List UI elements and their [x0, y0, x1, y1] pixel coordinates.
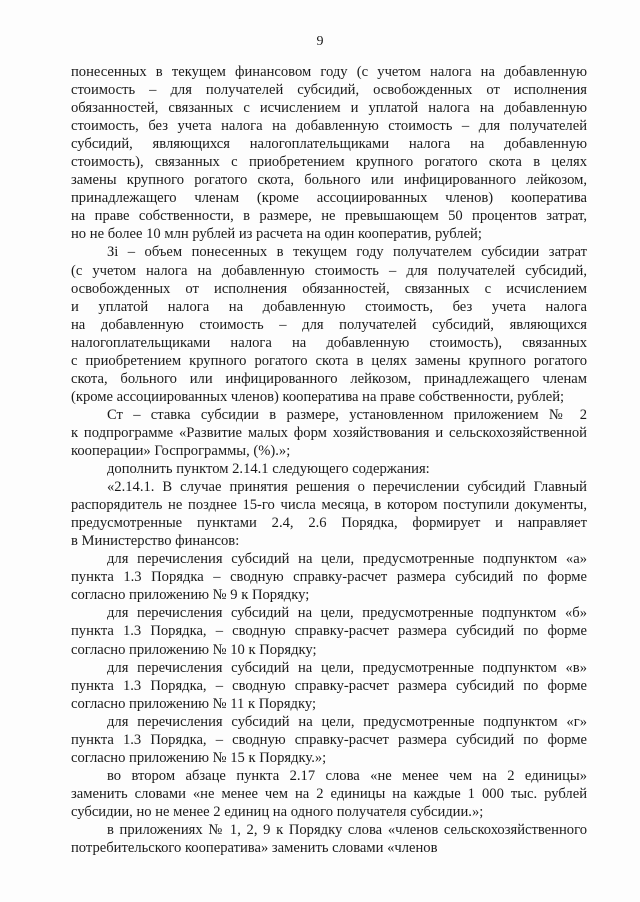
text-line: для перечисления субсидий на цели, предусмотренные подпунктом «в»: [107, 659, 587, 676]
text-line: распорядитель не позднее 15-го числа месяца, в котором поступили документы,: [71, 497, 587, 514]
text-line: пункта 1.3 Порядка – сводную справку-расчет размера субсидий по форме: [71, 569, 587, 586]
text-line: согласно приложению № 15 к Порядку.»;: [71, 749, 327, 766]
paragraph: [71, 821, 587, 857]
paragraph: [71, 243, 587, 405]
paragraph: [71, 659, 587, 713]
text-line: обязанностей, связанных с исчислением и уплатой налога на добавленную: [71, 100, 587, 117]
text-line: (с учетом налога на добавленную стоимость – для получателей субсидий,: [71, 262, 587, 279]
text-line: в Министерство финансов:: [71, 533, 240, 550]
text-line: согласно приложению № 9 к Порядку;: [71, 587, 310, 604]
text-line: согласно приложению № 10 к Порядку;: [71, 641, 317, 658]
text-line: понесенных в текущем финансовом году (с учетом налога на добавленную: [71, 64, 587, 80]
paragraph: [71, 550, 587, 604]
text-line: дополнить пунктом 2.14.1 следующего содержания:: [107, 461, 430, 478]
text-line: налогоплательщиками налога на добавленную стоимость), связанных: [71, 334, 587, 351]
paragraph: [71, 478, 587, 550]
text-line: пункта 1.3 Порядка, – сводную справку-расчет размера субсидий по форме: [71, 731, 587, 748]
text-line: но не более 10 млн рублей из расчета на один кооператив, рублей;: [71, 226, 482, 243]
text-line: для перечисления субсидий на цели, предусмотренные подпунктом «б»: [107, 605, 587, 622]
text-line: заменить словами «не менее чем на 2 единицы на каждые 1 000 тыс. рублей: [71, 785, 587, 802]
page-number: 9: [316, 34, 324, 49]
paragraph: [71, 63, 587, 243]
paragraph: [71, 460, 587, 478]
text-line: стоимость – для получателей субсидий, освобожденных от исполнения: [71, 82, 587, 99]
paragraph: [71, 713, 587, 767]
text-line: в приложениях № 1, 2, 9 к Порядку слова «членов сельскохозяйственного: [107, 821, 587, 838]
text-line: скота, больного или инфицированного лейкозом, принадлежащего членам: [71, 370, 587, 387]
text-line: для перечисления субсидий на цели, предусмотренные подпунктом «г»: [107, 713, 587, 730]
text-line: на добавленную стоимость – для получателей субсидий, являющихся: [71, 316, 587, 333]
text-line: потребительского кооператива» заменить словами «членов: [71, 840, 438, 857]
text-line: с приобретением крупного рогатого скота в целях замены крупного рогатого: [71, 352, 587, 369]
text-line: пункта 1.3 Порядка, – сводную справку-расчет размера субсидий по форме: [71, 677, 587, 694]
text-line: освобожденных от исполнения обязанностей, связанных с исчислением: [71, 280, 587, 297]
text-line: принадлежащего членам (кроме ассоциированных членов) кооператива: [71, 190, 587, 207]
text-line: предусмотренные пунктами 2.4, 2.6 Порядка, формирует и направляет: [71, 515, 587, 532]
text-line: на праве собственности, в размере, не превышающем 50 процентов затрат,: [71, 208, 587, 225]
text-line: стоимость, без учета налога на добавленную стоимость – для получателей: [71, 118, 587, 135]
text-line: замены крупного рогатого скота, больного или инфицированного лейкозом,: [71, 172, 587, 189]
text-line: во втором абзаце пункта 2.17 слова «не менее чем на 2 единицы»: [107, 767, 587, 784]
text-line: и уплатой налога на добавленную стоимость, без учета налога: [71, 298, 587, 315]
text-line: пункта 1.3 Порядка, – сводную справку-расчет размера субсидий по форме: [71, 623, 587, 640]
paragraph: [71, 604, 587, 658]
text-line: к подпрограмме «Развитие малых форм хозяйствования и сельскохозяйственной: [71, 424, 587, 441]
text-line: кооперации» Госпрограммы, (%).»;: [71, 442, 291, 459]
text-line: субсидии, но не менее 2 единиц на одного получателя субсидии.»;: [71, 803, 484, 820]
text-line: (кроме ассоциированных членов) кооператива на праве собственности, рублей;: [71, 388, 565, 405]
text-line: стоимость), связанных с приобретением крупного рогатого скота в целях: [71, 154, 587, 171]
text-line: согласно приложению № 11 к Порядку;: [71, 695, 317, 712]
paragraph: [71, 767, 587, 821]
text-line: для перечисления субсидий на цели, предусмотренные подпунктом «а»: [107, 551, 587, 568]
text-line: «2.14.1. В случае принятия решения о перечислении субсидий Главный: [107, 479, 587, 496]
text-line: Зi – объем понесенных в текущем году получателем субсидии затрат: [107, 244, 587, 261]
text-line: Ст – ставка субсидии в размере, установленном приложением № 2: [107, 406, 587, 423]
document-body: [71, 63, 587, 857]
text-line: субсидий, являющихся налогоплательщиками налога на добавленную: [71, 136, 587, 153]
paragraph: [71, 406, 587, 460]
